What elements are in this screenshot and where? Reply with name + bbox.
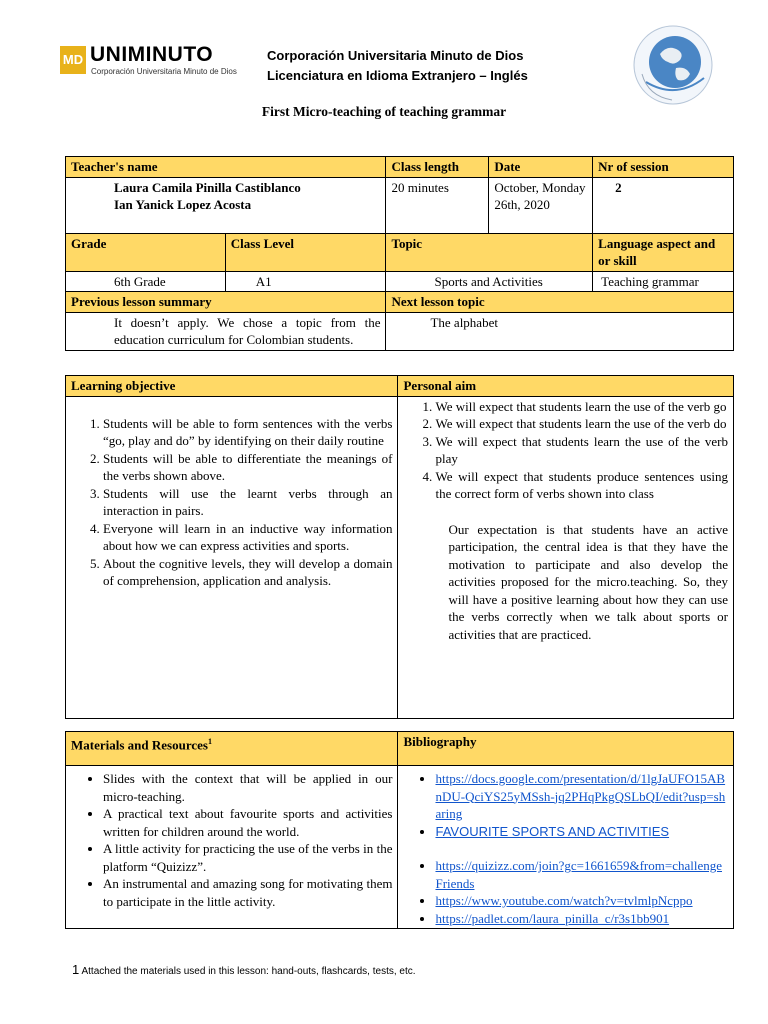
next-lesson-header: Next lesson topic [386, 292, 734, 313]
list-item: 4. We will expect that students produce sentences using the correct form of verbs shown into class [435, 468, 728, 503]
globe-seal-logo [632, 24, 714, 106]
next-lesson-topic: The alphabet [386, 312, 734, 350]
personal-aim-header: Personal aim [398, 376, 734, 397]
learning-objectives-list [71, 415, 392, 590]
table-row [66, 271, 734, 292]
list-item: • A practical text about favourite sports and activities written for children around the world. [103, 805, 392, 840]
logo-mark: MD [60, 46, 86, 74]
table-row [66, 177, 734, 233]
class-length-header: Class length [386, 157, 489, 178]
footnote [72, 962, 416, 977]
list-item: • Slides with the context that will be applied in our micro-teaching. [103, 770, 392, 805]
list-item: 2. Students will be able to differentiate the meanings of the verbs shown above. [103, 450, 392, 485]
footnote-number: 1 [72, 962, 80, 977]
list-item: 2. We will expect that students learn the use of the verb do [435, 415, 728, 433]
footnote-text: Attached the materials used in this lesson: hand-outs, flashcards, tests, etc. [81, 966, 416, 977]
institution-heading [267, 46, 528, 86]
class-level-value: A1 [225, 271, 386, 292]
table-row [66, 396, 734, 718]
padlet-link[interactable]: https://padlet.com/laura_pinilla_c/r3s1bb901 [435, 910, 670, 926]
teacher-names-cell [66, 177, 386, 233]
grade-value: 6th Grade [66, 271, 226, 292]
favourite-sports-link[interactable]: FAVOURITE SPORTS AND ACTIVITIES [435, 823, 670, 839]
learning-objectives-cell [66, 396, 398, 718]
materials-cell [66, 766, 398, 929]
bibliography-list [403, 770, 728, 927]
class-level-header: Class Level [225, 233, 386, 271]
youtube-link[interactable]: https://www.youtube.com/watch?v=tvlmlpNcppo [435, 893, 693, 908]
list-item: 1. Students will be able to form sentences with the verbs “go, play and do” by identifying on their daily routine [103, 415, 392, 450]
list-item [435, 857, 728, 892]
document-title: First Micro-teaching of teaching grammar [261, 104, 507, 119]
list-item: 3. We will expect that students learn the use of the verb play [435, 433, 728, 468]
list-item [435, 910, 728, 928]
table-row [66, 766, 734, 929]
list-item [435, 823, 728, 841]
date-value: October, Monday 26th, 2020 [489, 177, 593, 233]
institution-name: Corporación Universitaria Minuto de Dios [267, 48, 524, 63]
google-slides-link[interactable]: https://docs.google.com/presentation/d/1lgJaUFO15ABnDU-QciYS25yMSsh-jq2PHqPkgQSLbQI/edit?usp=sharing [435, 771, 726, 821]
table-row [66, 292, 734, 313]
list-item: • A little activity for practicing the use of the verbs in the platform “Quizizz”. [103, 840, 392, 875]
topic-value: Sports and Activities [386, 271, 593, 292]
table-row [66, 312, 734, 350]
bibliography-header: Bibliography [398, 732, 734, 766]
previous-lesson-header: Previous lesson summary [66, 292, 386, 313]
language-aspect-value: Teaching grammar [593, 271, 734, 292]
materials-table [65, 731, 734, 929]
session-header: Nr of session [593, 157, 734, 178]
materials-list [71, 770, 392, 910]
table-row [66, 157, 734, 178]
language-aspect-header: Language aspect and or skill [593, 233, 734, 271]
logo-subtitle: Corporación Universitaria Minuto de Dios [91, 67, 237, 76]
objectives-table [65, 375, 734, 719]
grade-header: Grade [66, 233, 226, 271]
bibliography-cell [398, 766, 734, 929]
document-header [0, 0, 768, 100]
footnote-ref: 1 [207, 737, 212, 746]
list-item [435, 892, 728, 910]
program-name: Licenciatura en Idioma Extranjero – Inglés [267, 68, 528, 83]
logo-name: UNIMINUTO [90, 43, 214, 66]
class-length-value: 20 minutes [386, 177, 489, 233]
teacher-name-1: Laura Camila Pinilla Castiblanco [114, 179, 301, 195]
table-row [66, 376, 734, 397]
list-item: 3. Students will use the learnt verbs through an interaction in pairs. [103, 485, 392, 520]
materials-header [66, 732, 398, 766]
list-item: 4. Everyone will learn in an inductive way information about how we can express activities and sports. [103, 520, 392, 555]
quizizz-link[interactable]: https://quizizz.com/join?gc=1661659&from=challengeFriends [435, 858, 722, 891]
list-item [435, 770, 728, 823]
uniminuto-logo [60, 42, 240, 82]
materials-label: Materials and Resources [71, 737, 208, 753]
topic-header: Topic [386, 233, 593, 271]
class-info-table [65, 156, 734, 351]
table-row [66, 233, 734, 271]
personal-aim-paragraph: Our expectation is that students have an active participation, the central idea is that they have the motivation to participate and also develop the activities proposed for the micro.teaching. So, they will have a positive learning about how they can use the verbs correctly when we talk about sports or activities that are practiced. [448, 521, 728, 642]
list-item: 1. We will expect that students learn the use of the verb go [435, 398, 728, 416]
session-value: 2 [593, 177, 734, 233]
list-item: • An instrumental and amazing song for motivating them to participate in the little activity. [103, 875, 392, 910]
teacher-name-2: Ian Yanick Lopez Acosta [114, 197, 252, 212]
teacher-name-header: Teacher's name [66, 157, 386, 178]
learning-objective-header: Learning objective [66, 376, 398, 397]
list-item: 5. About the cognitive levels, they will develop a domain of comprehension, application and analysis. [103, 555, 392, 590]
personal-aims-list [403, 398, 728, 503]
date-header: Date [489, 157, 593, 178]
personal-aim-cell [398, 396, 734, 718]
table-row [66, 732, 734, 766]
previous-lesson-summary: It doesn’t apply. We chose a topic from the education curriculum for Colombian students. [66, 312, 386, 350]
